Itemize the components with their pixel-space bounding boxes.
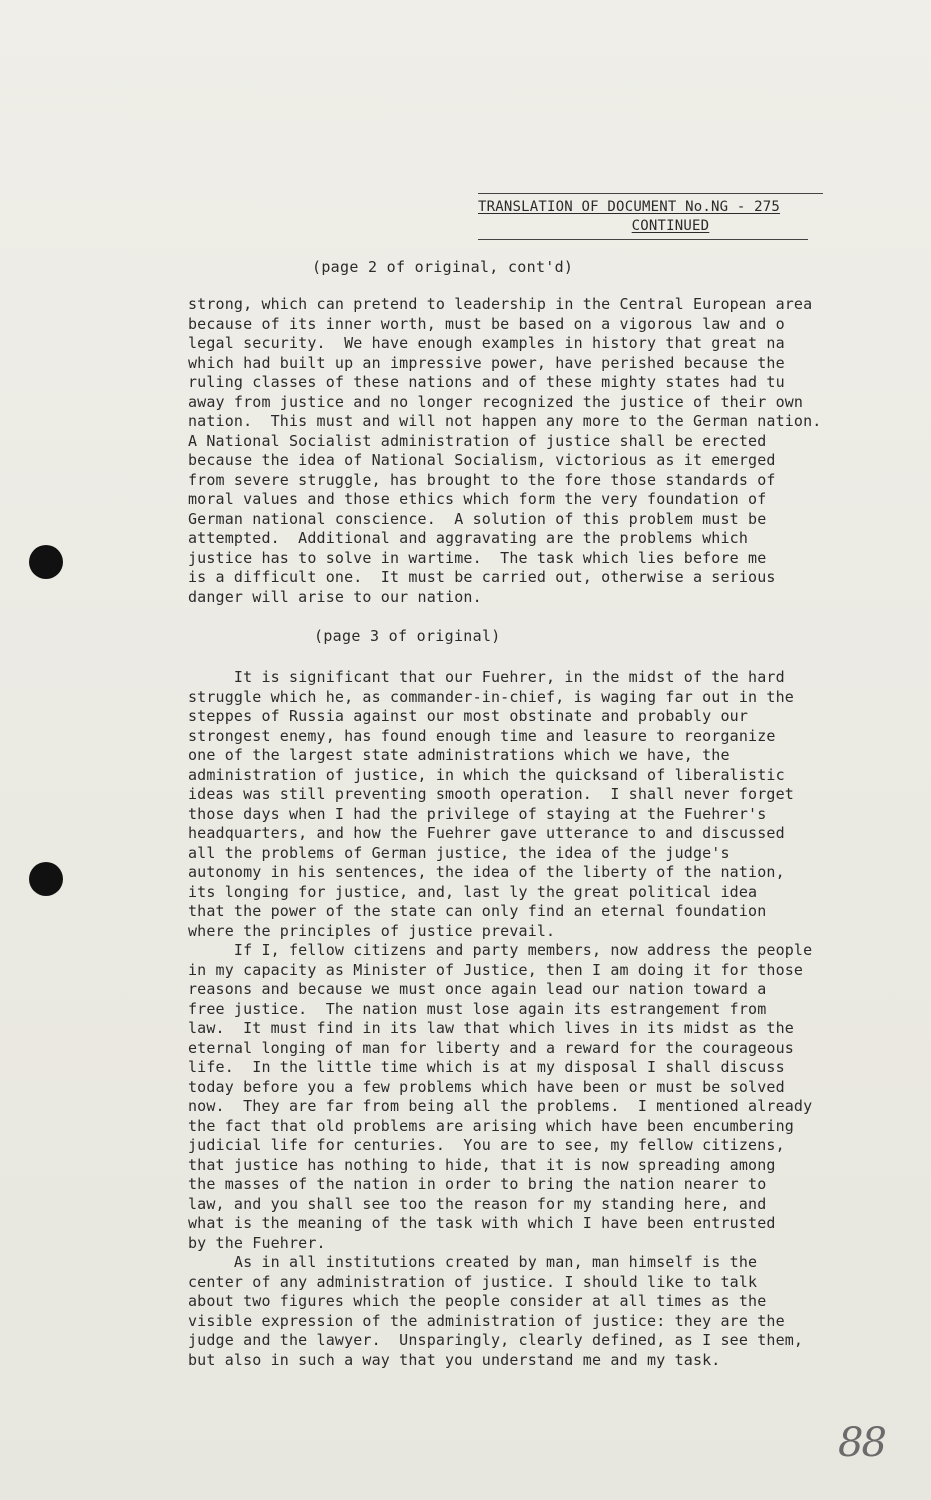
- text-line: moral values and those ethics which form the very foundation of: [188, 490, 767, 508]
- text-line: visible expression of the administration of justice: they are the: [188, 1311, 785, 1330]
- text-line: all the problems of German justice, the idea of the judge's: [188, 843, 730, 862]
- text-line: those days when I had the privilege of staying at the Fuehrer's: [188, 804, 767, 823]
- text-line: center of any administration of justice. I should like to talk: [188, 1272, 758, 1291]
- body-section-2: [188, 668, 848, 1370]
- body-section-1: [188, 295, 848, 607]
- text-line: administration of justice, in which the quicksand of liberalistic: [188, 765, 785, 784]
- text-line: headquarters, and how the Fuehrer gave utterance to and discussed: [188, 824, 785, 842]
- punch-hole: [29, 862, 63, 896]
- text-line: justice has to solve in wartime. The task which lies before me: [188, 548, 767, 567]
- handwritten-folio-number: 88: [838, 1420, 885, 1466]
- text-line: from severe struggle, has brought to the fore those standards of: [188, 470, 776, 489]
- text-line: A National Socialist administration of justice shall be erected: [188, 431, 767, 450]
- text-line: about two figures which the people consider at all times as the: [188, 1292, 767, 1310]
- text-line: but also in such a way that you understand me and my task.: [188, 1350, 721, 1369]
- text-line: by the Fuehrer.: [188, 1233, 326, 1252]
- text-line: free justice. The nation must lose again its estrangement from: [188, 999, 767, 1018]
- text-line: the masses of the nation in order to bring the nation nearer to: [188, 1175, 767, 1193]
- text-line: steppes of Russia against our most obstinate and probably our: [188, 707, 749, 725]
- text-line: German national conscience. A solution of this problem must be: [188, 509, 767, 528]
- text-line: eternal longing of man for liberty and a reward for the courageous: [188, 1038, 794, 1057]
- text-line: where the principles of justice prevail.: [188, 921, 556, 940]
- text-line: law, and you shall see too the reason for my standing here, and: [188, 1194, 767, 1213]
- text-line: If I, fellow citizens and party members, now address the people: [188, 941, 813, 959]
- text-line: autonomy in his sentences, the idea of the liberty of the nation,: [188, 863, 785, 881]
- text-line: what is the meaning of the task with which I have been entrusted: [188, 1214, 776, 1232]
- text-line: is a difficult one. It must be carried out, otherwise a serious: [188, 568, 776, 586]
- text-line: It is significant that our Fuehrer, in the midst of the hard: [188, 668, 785, 686]
- text-line: in my capacity as Minister of Justice, then I am doing it for those: [188, 960, 804, 979]
- document-header: [478, 193, 823, 240]
- header-rule-top: [478, 193, 823, 194]
- text-line: nation. This must and will not happen any more to the German nation.: [188, 412, 822, 430]
- text-line: because the idea of National Socialism, victorious as it emerged: [188, 451, 776, 469]
- text-line: one of the largest state administrations which we have, the: [188, 746, 730, 764]
- text-line: strong, which can pretend to leadership in the Central European area: [188, 295, 813, 313]
- document-subtitle: CONTINUED: [631, 217, 710, 234]
- text-line: legal security. We have enough examples in history that great na: [188, 334, 785, 352]
- text-line: that the power of the state can only find an eternal foundation: [188, 902, 767, 920]
- text-line: law. It must find in its law that which lives in its midst as the: [188, 1019, 794, 1037]
- text-line: reasons and because we must once again lead our nation toward a: [188, 980, 767, 998]
- text-line: ideas was still preventing smooth operation. I shall never forget: [188, 785, 794, 803]
- text-line: struggle which he, as commander-in-chief, is waging far out in the: [188, 687, 794, 706]
- text-line: ruling classes of these nations and of these mighty states had tu: [188, 373, 785, 391]
- page-reference-first: (page 2 of original, cont'd): [312, 258, 574, 276]
- text-line: now. They are far from being all the problems. I mentioned already: [188, 1097, 813, 1115]
- text-line: which had built up an impressive power, have perished because the: [188, 353, 785, 372]
- page-reference-second: (page 3 of original): [314, 627, 501, 645]
- text-line: its longing for justice, and, last ly the great political idea: [188, 882, 758, 901]
- text-line: today before you a few problems which have been or must be solved: [188, 1077, 785, 1096]
- text-line: the fact that old problems are arising which have been encumbering: [188, 1116, 794, 1135]
- text-line: judicial life for centuries. You are to see, my fellow citizens,: [188, 1136, 785, 1154]
- punch-hole: [29, 545, 63, 579]
- text-line: that justice has nothing to hide, that it is now spreading among: [188, 1155, 776, 1174]
- text-line: As in all institutions created by man, man himself is the: [188, 1253, 758, 1271]
- text-line: life. In the little time which is at my disposal I shall discuss: [188, 1058, 785, 1076]
- text-line: because of its inner worth, must be based on a vigorous law and o: [188, 314, 785, 333]
- document-title: TRANSLATION OF DOCUMENT No.NG - 275: [478, 199, 781, 215]
- text-line: strongest enemy, has found enough time and leasure to reorganize: [188, 726, 776, 745]
- header-rule-bottom: [478, 239, 808, 240]
- text-line: judge and the lawyer. Unsparingly, clearly defined, as I see them,: [188, 1331, 804, 1349]
- text-line: danger will arise to our nation.: [188, 587, 482, 606]
- text-line: attempted. Additional and aggravating are the problems which: [188, 529, 749, 547]
- text-line: away from justice and no longer recognized the justice of their own: [188, 392, 804, 411]
